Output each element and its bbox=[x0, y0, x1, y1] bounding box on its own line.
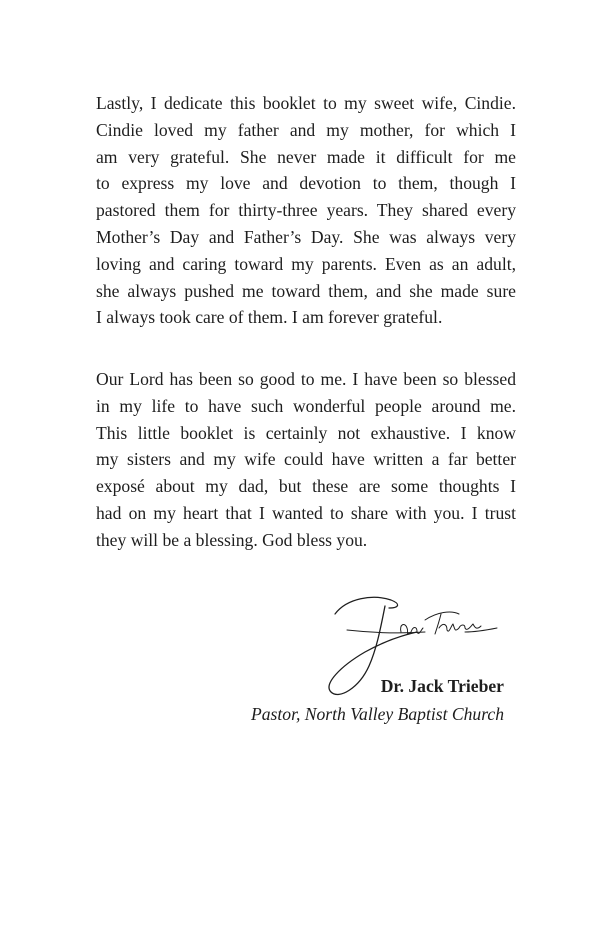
text-line: my sisters and my wife could have written a far better bbox=[96, 449, 516, 470]
signer-title: Pastor, North Valley Baptist Church bbox=[251, 704, 504, 724]
text-line: Lastly, I dedicate this booklet to my sweet wife, Cindie. bbox=[96, 93, 516, 113]
text-line: am very grateful. She never made it difficult for me bbox=[96, 146, 516, 167]
text-line: Our Lord has been so good to me. I have been so blessed bbox=[96, 369, 516, 389]
text-line: she always pushed me toward them, and she made sure bbox=[96, 280, 516, 301]
text-line: they will be a blessing. God bless you. bbox=[96, 529, 368, 550]
text-line: pastored them for thirty-three years. They shared every bbox=[96, 200, 516, 221]
text-line: Mother’s Day and Father’s Day. She was always very bbox=[96, 226, 516, 247]
closing-paragraph bbox=[96, 366, 516, 554]
text-line: loving and caring toward my parents. Even as an adult, bbox=[96, 253, 516, 274]
text-line: Cindie loved my father and my mother, for which I bbox=[96, 119, 516, 140]
text-line: to express my love and devotion to them, though I bbox=[96, 173, 516, 194]
text-line: This little booklet is certainly not exhaustive. I know bbox=[96, 422, 516, 443]
text-line: exposé about my dad, but these are some thoughts I bbox=[96, 476, 516, 497]
signer-name: Dr. Jack Trieber bbox=[380, 676, 504, 696]
text-line: in my life to have such wonderful people around me. bbox=[96, 395, 516, 416]
dedication-paragraph bbox=[96, 90, 516, 331]
text-line: had on my heart that I wanted to share with you. I trust bbox=[96, 502, 516, 523]
text-line: I always took care of them. I am forever grateful. bbox=[96, 307, 443, 328]
